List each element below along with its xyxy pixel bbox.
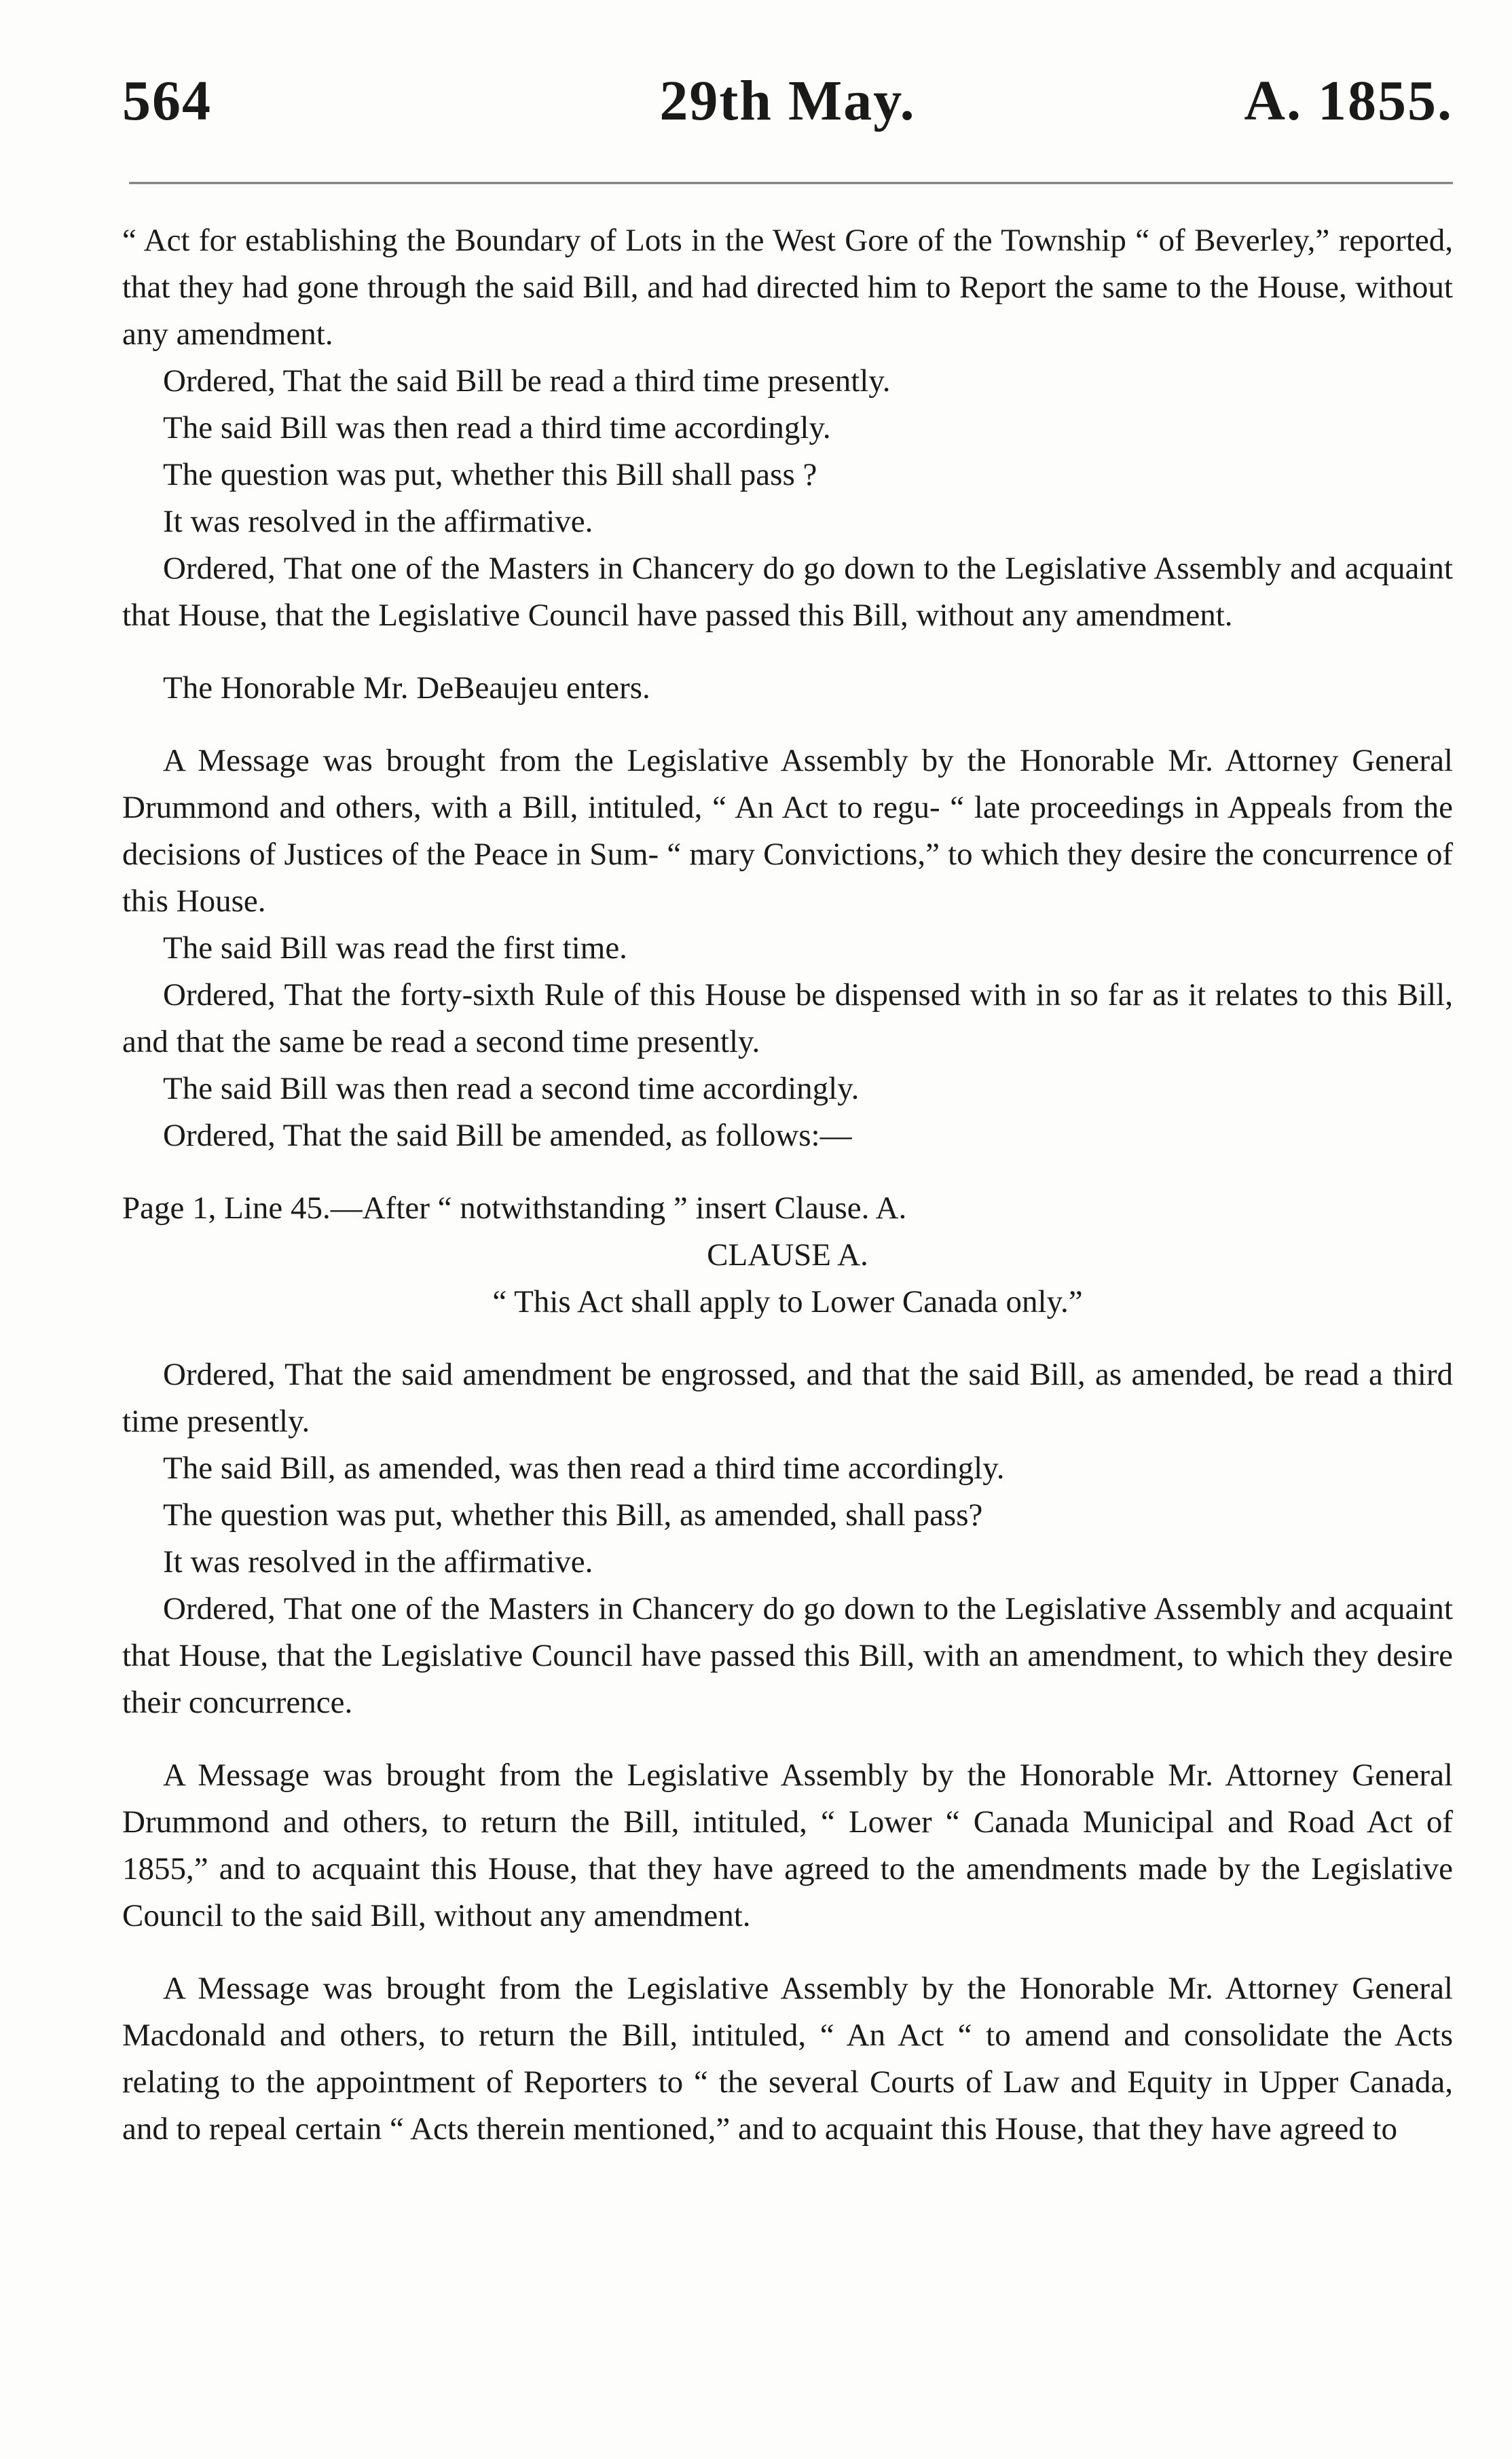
paragraph: The Honorable Mr. DeBeaujeu enters.	[163, 670, 650, 706]
paragraph: The question was put, whether this Bill, as amended, shall pass?	[163, 1497, 983, 1533]
header-year: A. 1855.	[1244, 69, 1453, 132]
paragraph: Ordered, That the said Bill be amended, as follows:—	[163, 1118, 852, 1153]
paragraph: A Message was brought from the Legislative Assembly by the Honorable Mr. Attorney General Drummond and others, with a Bill, intituled, “ An Act to regu- “ late proceedings in Appeals from the decisions of Justices of the Peace in Sum- “ mary Convictions,” to which they desire the concurrence of this House.	[122, 743, 1453, 919]
clause-title: CLAUSE A.	[707, 1237, 868, 1273]
page-body	[122, 217, 1453, 2153]
paragraph: It was resolved in the affirmative.	[163, 504, 593, 539]
header-rule	[129, 182, 1453, 184]
amendment-line: Page 1, Line 45.—After “ notwithstanding ” insert Clause. A.	[122, 1190, 907, 1226]
paragraph: A Message was brought from the Legislative Assembly by the Honorable Mr. Attorney General Drummond and others, to return the Bill, intituled, “ Lower “ Canada Municipal and Road Act of 1855,” and to acquaint this House, that they have agreed to the amendments made by the Legislative Council to the said Bill, without any amendment.	[122, 1757, 1453, 1933]
paragraph: Ordered, That the forty-sixth Rule of this House be dispensed with in so far as it relates to this Bill, and that the same be read a second time presently.	[122, 977, 1453, 1059]
paragraph: Ordered, That one of the Masters in Chancery do go down to the Legislative Assembly and acquaint that House, that the Legislative Council have passed this Bill, with an amendment, to which they desire their concurrence.	[122, 1591, 1453, 1720]
page-header	[122, 68, 1453, 143]
paragraph: Ordered, That one of the Masters in Chancery do go down to the Legislative Assembly and acquaint that House, that the Legislative Council have passed this Bill, without any amendment.	[122, 551, 1453, 633]
paragraph: Ordered, That the said Bill be read a third time presently.	[163, 363, 891, 399]
paragraph: A Message was brought from the Legislative Assembly by the Honorable Mr. Attorney General Macdonald and others, to return the Bill, intituled, “ An Act “ to amend and consolidate the Acts relating to the appointment of Reporters to “ the several Courts of Law and Equity in Upper Canada, and to repeal certain “ Acts therein mentioned,” and to acquaint this House, that they have agreed to	[122, 1971, 1453, 2147]
paragraph: The said Bill was then read a second time accordingly.	[163, 1071, 860, 1106]
paragraph: The said Bill was then read a third time accordingly.	[163, 410, 831, 445]
paragraph: “ Act for establishing the Boundary of Lots in the West Gore of the Township “ of Beverley,” reported, that they had gone through the said Bill, and had directed him to Report the same to the House, without any amendment.	[122, 223, 1453, 352]
paragraph: The said Bill was read the first time.	[163, 930, 627, 966]
paragraph: The question was put, whether this Bill shall pass ?	[163, 457, 817, 492]
header-date: 29th May.	[659, 69, 916, 132]
paragraph: Ordered, That the said amendment be engrossed, and that the said Bill, as amended, be read a third time presently.	[122, 1357, 1453, 1439]
clause-text: “ This Act shall apply to Lower Canada only.”	[492, 1284, 1083, 1319]
page-number: 564	[122, 69, 212, 132]
paragraph: The said Bill, as amended, was then read a third time accordingly.	[163, 1451, 1005, 1486]
paragraph: It was resolved in the affirmative.	[163, 1544, 593, 1580]
